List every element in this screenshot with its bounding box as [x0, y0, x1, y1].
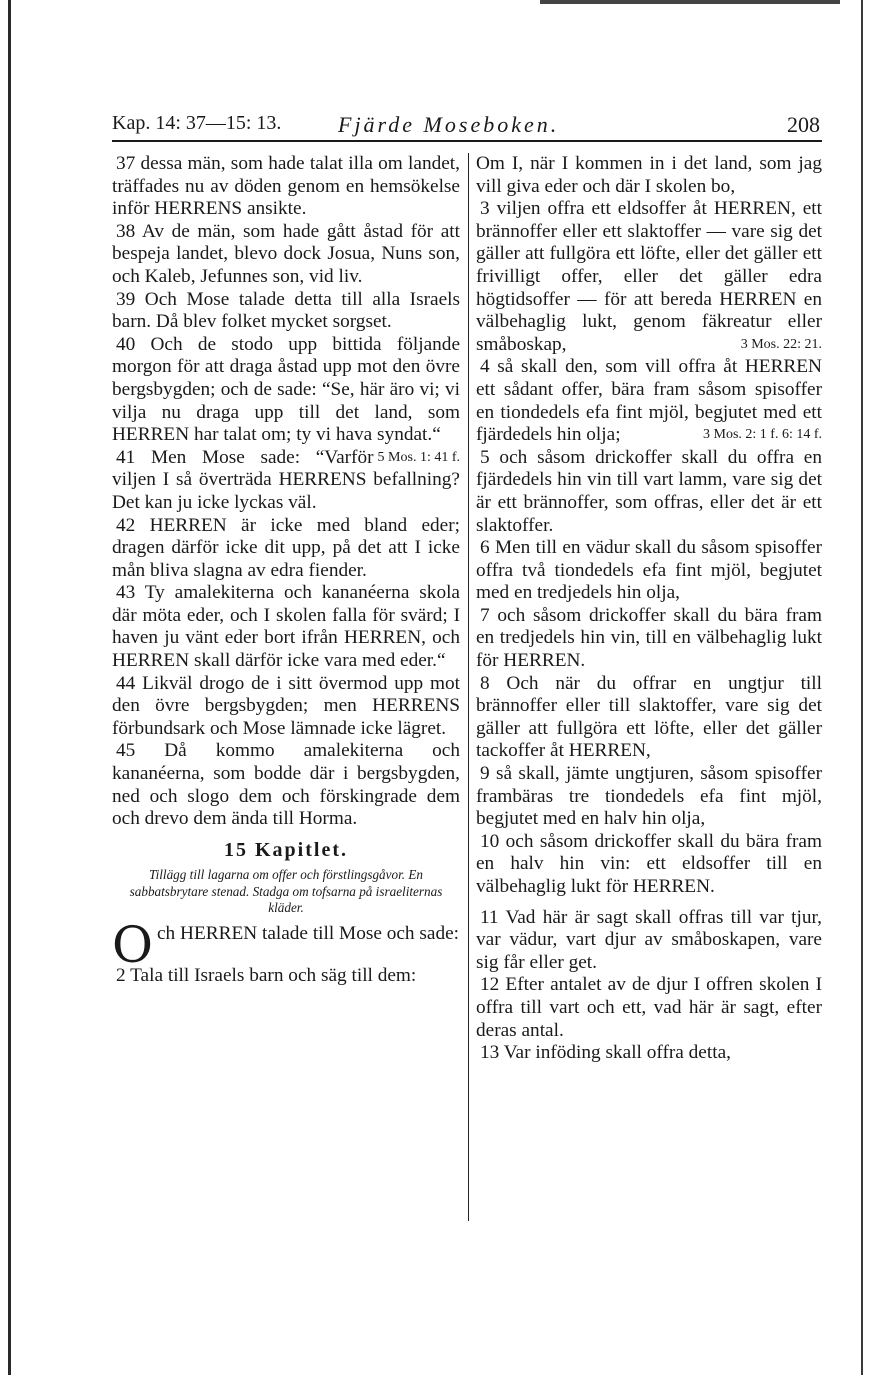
- verse-11: 11 Vad här är sagt skall offras till var tjur, var vädur, vart djur av småboskapen, vare sig får eller get.: [476, 906, 822, 973]
- verse-45: 45 Då kommo amalekiterna och kananéerna, som bodde där i bergsbygden, ned och slogo dem och förskingrade dem och drevo dem ända till Horma.: [112, 740, 460, 830]
- column-divider: [468, 153, 469, 1221]
- verse-3-text: 3 viljen offra ett eldsoffer åt HERREN, ett brännoffer eller ett slaktoffer — vare sig det gäller att fullgöra ett löfte, eller det gäller ett frivilligt offer, eller det gäller edra högtidsoffer — för att bereda HERREN en välbehaglig lukt, genom fäkreatur eller småboskap,: [476, 198, 822, 355]
- chapter-reference: Kap. 14: 37—15: 13.: [112, 112, 282, 134]
- verse-7: 7 och såsom drickoffer skall du bära fram en tredjedels hin vin, till en välbehaglig lukt för HERREN.: [476, 604, 822, 672]
- page-number: 208: [787, 112, 820, 137]
- verse-12: 12 Efter antalet av de djur I offren skolen I offra till vart och ett, vad här är sagt, efter deras antal.: [476, 974, 822, 1041]
- verse-39: 39 Och Mose talade detta till alla Israels barn. Då blev folket mycket sorgset.: [112, 288, 460, 333]
- verse-2: 2 Tala till Israels barn och säg till dem:: [116, 964, 417, 986]
- verse-9: 9 så skall, jämte ungtjuren, såsom spisoffer frambäras tre tiondedels efa fint mjöl, begjutet med en halv hin olja,: [476, 763, 822, 830]
- verse-1-text: ch HERREN talade till Mose och sade:: [157, 922, 460, 944]
- verse-1: [112, 915, 460, 974]
- verse-38: 38 Av de män, som hade gått åstad för att bespeja landet, blevo dock Josua, Nuns son, och Kaleb, Jefunnes son, vid liv.: [112, 220, 460, 287]
- verse-37: 37 dessa män, som hade talat illa om landet, träffades nu av döden genom en hemsökelse inför HERRENS ansikte.: [112, 153, 460, 220]
- verse-40-text: 40 Och de stodo upp bittida följande morgon för att draga åstad upp mot den övre bergsbygden; och de sade: “Se, här äro vi; vi vilja nu draga upp till det land, som HERREN har talat om; ty vi hava syndat.“: [112, 333, 460, 446]
- verse-13: 13 Var inföding skall offra detta,: [480, 1042, 731, 1064]
- scan-edge-left: [8, 0, 11, 1375]
- verse-8: 8 Och när du offrar en ungtjur till brännoffer eller till slaktoffer, vare sig det gäller att fullgöra ett löfte, eller det gäller tackoffer åt HERREN,: [476, 672, 822, 762]
- verse-4: [476, 356, 822, 446]
- chapter-summary: Tillägg till lagarna om offer och förstlingsgåvor. En sabbatsbrytare stenad. Stadga om tofsarna på israeliternas kläder.: [129, 867, 443, 916]
- book-title: Fjärde Moseboken.: [338, 112, 560, 137]
- left-column: [112, 153, 460, 988]
- cross-reference: 3 Mos. 2: 1 f. 6: 14 f.: [703, 427, 822, 443]
- cross-reference: 3 Mos. 22: 21.: [740, 336, 822, 352]
- verse-40: [112, 333, 460, 465]
- verse-44: 44 Likväl drogo de i sitt övermod upp mot den övre bergsbygden; men HERRENS förbundsark och Mose lämnade icke lägret.: [112, 672, 460, 739]
- verse-3: [476, 198, 822, 356]
- verse-42: 42 HERREN är icke med bland eder; dragen därför icke dit upp, på det att I icke mån bliva slagna av edra fiender.: [112, 514, 460, 581]
- verse-4-text: 4 så skall den, som vill offra åt HERREN ett sådant offer, bära fram såsom spisoffer en tiondedels efa fint mjöl, begjutet med ett fjärdedels hin olja;: [476, 356, 822, 446]
- verse-6: 6 Men till en vädur skall du såsom spisoffer offra två tiondedels efa fint mjöl, begjutet med en tredjedels hin olja,: [476, 537, 822, 604]
- cross-reference: 5 Mos. 1: 41 f.: [377, 449, 460, 465]
- verse-10: 10 och såsom drickoffer skall du bära fram en halv hin vin: ett eldsoffer till en välbehaglig lukt för HERREN.: [476, 830, 822, 897]
- scan-edge-top: [540, 0, 840, 4]
- verse-43: 43 Ty amalekiterna och kananéerna skola där möta eder, och I skolen falla för svärd; I haven ju vänt eder bort ifrån HERREN, och HERREN skall därför icke vara med eder.“: [112, 582, 460, 672]
- scan-edge-right: [861, 0, 863, 1375]
- verse-2-cont: Om I, när I kommen in i det land, som jag vill giva eder och där I skolen bo,: [476, 153, 822, 197]
- chapter-heading: 15 Kapitlet.: [224, 838, 348, 861]
- verse-41: 41 Men Mose sade: “Varför viljen I så överträda HERRENS befallning? Det kan ju icke lyckas väl.: [112, 446, 460, 513]
- header-rule: [112, 140, 822, 142]
- drop-cap: O: [112, 915, 153, 974]
- verse-5: 5 och såsom drickoffer skall du offra en fjärdedels hin vin till vart lamm, vare sig det är ett brännoffer, som offras, eller det är ett slaktoffer.: [476, 446, 822, 536]
- right-column: [476, 153, 822, 1065]
- page-header: [112, 112, 822, 148]
